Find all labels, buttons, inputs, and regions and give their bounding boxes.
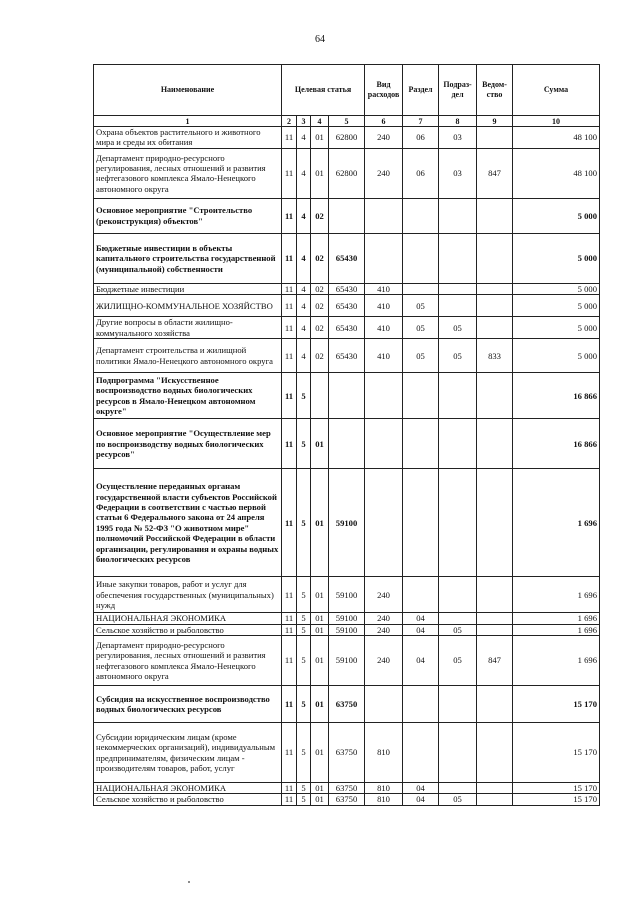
row-name: Департамент строительства и жилищной политики Ямало-Ненецкого автономного округа (94, 339, 282, 373)
table-row (94, 233, 600, 283)
row-name: Иные закупки товаров, работ и услуг для обеспечения государственных (муниципальных) нужд (94, 577, 282, 613)
department (477, 613, 513, 624)
table-row (94, 127, 600, 149)
target-program: 11 (282, 148, 297, 198)
section (403, 233, 439, 283)
table-row (94, 624, 600, 635)
table-row (94, 317, 600, 339)
target-program: 11 (282, 794, 297, 805)
target-program: 11 (282, 317, 297, 339)
section (403, 723, 439, 783)
target-program: 11 (282, 577, 297, 613)
target-subprogram: 5 (297, 577, 311, 613)
section (403, 577, 439, 613)
row-sum: 1 696 (513, 577, 600, 613)
department (477, 794, 513, 805)
target-subprogram: 5 (297, 783, 311, 794)
table-row (94, 419, 600, 469)
subsection (439, 613, 477, 624)
row-sum: 16 866 (513, 373, 600, 419)
target-direction: 63750 (329, 794, 365, 805)
header-sum: Сумма (513, 65, 600, 116)
target-activity: 01 (311, 723, 329, 783)
table-row (94, 783, 600, 794)
table-row (94, 636, 600, 686)
target-direction: 62800 (329, 127, 365, 149)
target-program: 11 (282, 686, 297, 723)
column-number: 9 (477, 116, 513, 127)
row-name: НАЦИОНАЛЬНАЯ ЭКОНОМИКА (94, 783, 282, 794)
department (477, 783, 513, 794)
row-name: НАЦИОНАЛЬНАЯ ЭКОНОМИКА (94, 613, 282, 624)
department (477, 723, 513, 783)
target-direction: 59100 (329, 577, 365, 613)
department (477, 469, 513, 577)
header-subsection: Подраз-дел (439, 65, 477, 116)
target-activity: 02 (311, 295, 329, 317)
row-name: Субсидии юридическим лицам (кроме некоммерческих организаций), индивидуальным предпринимателям, физическим лицам - производителям товаров, работ, услуг (94, 723, 282, 783)
subsection (439, 295, 477, 317)
target-activity: 02 (311, 283, 329, 294)
row-sum: 1 696 (513, 636, 600, 686)
expense-type (365, 198, 403, 233)
row-sum: 16 866 (513, 419, 600, 469)
expense-type: 240 (365, 577, 403, 613)
row-sum: 1 696 (513, 469, 600, 577)
department (477, 373, 513, 419)
subsection (439, 577, 477, 613)
department: 847 (477, 148, 513, 198)
row-sum: 5 000 (513, 339, 600, 373)
department (477, 198, 513, 233)
header-row (94, 65, 600, 116)
target-subprogram: 4 (297, 339, 311, 373)
row-name: Осуществление переданных органам государственной власти субъектов Российской Федерации в соответствии с частью первой статьи 6 Федерального закона от 24 апреля 1995 года № 52-ФЗ "О животном мире" полномочий Российской Федерации в области организации, регулирования и охраны водных биологических ресурсов (94, 469, 282, 577)
target-direction: 59100 (329, 469, 365, 577)
target-direction: 65430 (329, 317, 365, 339)
expense-type (365, 419, 403, 469)
target-program: 11 (282, 624, 297, 635)
target-program: 11 (282, 613, 297, 624)
scan-speck (188, 881, 190, 883)
target-activity: 01 (311, 469, 329, 577)
expense-type: 240 (365, 613, 403, 624)
section (403, 469, 439, 577)
expense-type: 240 (365, 624, 403, 635)
target-activity: 02 (311, 198, 329, 233)
header-target: Целевая статья (282, 65, 365, 116)
target-activity: 01 (311, 794, 329, 805)
header-department: Ведом-ство (477, 65, 513, 116)
row-name: Охрана объектов растительного и животного мира и среды их обитания (94, 127, 282, 149)
row-name: Бюджетные инвестиции (94, 283, 282, 294)
row-name: Подпрограмма "Искусственное воспроизводство водных биологических ресурсов в Ямало-Ненецком автономном округе" (94, 373, 282, 419)
subsection: 03 (439, 148, 477, 198)
column-number: 7 (403, 116, 439, 127)
subsection: 05 (439, 636, 477, 686)
expense-type: 810 (365, 723, 403, 783)
target-subprogram: 5 (297, 419, 311, 469)
section: 06 (403, 148, 439, 198)
expense-type: 410 (365, 295, 403, 317)
subsection (439, 783, 477, 794)
target-program: 11 (282, 419, 297, 469)
column-number: 8 (439, 116, 477, 127)
target-subprogram: 5 (297, 624, 311, 635)
section (403, 198, 439, 233)
target-activity: 01 (311, 783, 329, 794)
section: 04 (403, 783, 439, 794)
target-subprogram: 5 (297, 373, 311, 419)
target-program: 11 (282, 636, 297, 686)
subsection (439, 686, 477, 723)
expense-type: 810 (365, 794, 403, 805)
subsection: 05 (439, 624, 477, 635)
department (477, 624, 513, 635)
target-activity: 02 (311, 317, 329, 339)
target-direction: 63750 (329, 686, 365, 723)
section (403, 283, 439, 294)
budget-table (93, 64, 600, 806)
target-program: 11 (282, 295, 297, 317)
target-direction: 65430 (329, 233, 365, 283)
column-number: 1 (94, 116, 282, 127)
row-sum: 1 696 (513, 613, 600, 624)
target-direction (329, 373, 365, 419)
row-name: Департамент природно-ресурсного регулирования, лесных отношений и развития нефтегазового комплекса Ямало-Ненецкого автономного округа (94, 636, 282, 686)
row-sum: 1 696 (513, 624, 600, 635)
section: 04 (403, 794, 439, 805)
target-direction: 65430 (329, 295, 365, 317)
section: 05 (403, 339, 439, 373)
table-row (94, 794, 600, 805)
table-row (94, 686, 600, 723)
section: 04 (403, 636, 439, 686)
section: 06 (403, 127, 439, 149)
row-sum: 5 000 (513, 295, 600, 317)
target-direction: 63750 (329, 723, 365, 783)
expense-type: 410 (365, 283, 403, 294)
table-row (94, 148, 600, 198)
row-sum: 5 000 (513, 198, 600, 233)
target-activity: 01 (311, 419, 329, 469)
column-number: 3 (297, 116, 311, 127)
column-number: 6 (365, 116, 403, 127)
section: 04 (403, 624, 439, 635)
target-subprogram: 5 (297, 794, 311, 805)
header-name: Наименование (94, 65, 282, 116)
row-sum: 5 000 (513, 233, 600, 283)
expense-type: 240 (365, 148, 403, 198)
department (477, 577, 513, 613)
department (477, 686, 513, 723)
department (477, 127, 513, 149)
row-sum: 5 000 (513, 317, 600, 339)
header-expense-type: Вид расходов (365, 65, 403, 116)
subsection: 05 (439, 317, 477, 339)
row-name: Бюджетные инвестиции в объекты капитального строительства государственной (муниципальной) собственности (94, 233, 282, 283)
target-subprogram: 4 (297, 198, 311, 233)
target-subprogram: 5 (297, 469, 311, 577)
subsection (439, 723, 477, 783)
target-direction: 59100 (329, 613, 365, 624)
expense-type: 410 (365, 339, 403, 373)
target-subprogram: 5 (297, 723, 311, 783)
target-direction: 63750 (329, 783, 365, 794)
row-sum: 48 100 (513, 127, 600, 149)
target-activity: 01 (311, 686, 329, 723)
target-activity (311, 373, 329, 419)
section: 04 (403, 613, 439, 624)
row-name: Основное мероприятие "Строительство (реконструкция) объектов" (94, 198, 282, 233)
target-subprogram: 5 (297, 613, 311, 624)
expense-type (365, 686, 403, 723)
target-subprogram: 5 (297, 686, 311, 723)
department (477, 295, 513, 317)
target-direction: 59100 (329, 636, 365, 686)
row-name: Субсидия на искусственное воспроизводство водных биологических ресурсов (94, 686, 282, 723)
table-row (94, 339, 600, 373)
target-activity: 01 (311, 148, 329, 198)
row-name: Другие вопросы в области жилищно-коммунального хозяйства (94, 317, 282, 339)
target-program: 11 (282, 127, 297, 149)
table-row (94, 295, 600, 317)
section: 05 (403, 295, 439, 317)
target-program: 11 (282, 469, 297, 577)
table-row (94, 373, 600, 419)
table-body (94, 127, 600, 806)
target-direction: 59100 (329, 624, 365, 635)
target-program: 11 (282, 339, 297, 373)
row-sum: 15 170 (513, 783, 600, 794)
row-sum: 15 170 (513, 723, 600, 783)
target-program: 11 (282, 723, 297, 783)
target-program: 11 (282, 283, 297, 294)
target-subprogram: 4 (297, 148, 311, 198)
row-name: Сельское хозяйство и рыболовство (94, 624, 282, 635)
department: 847 (477, 636, 513, 686)
target-subprogram: 4 (297, 317, 311, 339)
row-sum: 15 170 (513, 794, 600, 805)
target-subprogram: 5 (297, 636, 311, 686)
expense-type: 410 (365, 317, 403, 339)
target-activity: 01 (311, 577, 329, 613)
department (477, 317, 513, 339)
expense-type (365, 469, 403, 577)
section (403, 686, 439, 723)
department (477, 419, 513, 469)
expense-type (365, 373, 403, 419)
target-activity: 01 (311, 613, 329, 624)
subsection: 03 (439, 127, 477, 149)
row-sum: 48 100 (513, 148, 600, 198)
department (477, 283, 513, 294)
column-number-row (94, 116, 600, 127)
column-number: 5 (329, 116, 365, 127)
table-row (94, 723, 600, 783)
row-name: Сельское хозяйство и рыболовство (94, 794, 282, 805)
subsection (439, 469, 477, 577)
target-direction: 62800 (329, 148, 365, 198)
row-name: Департамент природно-ресурсного регулирования, лесных отношений и развития нефтегазового комплекса Ямало-Ненецкого автономного округа (94, 148, 282, 198)
subsection (439, 198, 477, 233)
section (403, 373, 439, 419)
column-number: 10 (513, 116, 600, 127)
target-activity: 02 (311, 339, 329, 373)
target-program: 11 (282, 373, 297, 419)
row-name: Основное мероприятие "Осуществление мер по воспроизводству водных биологических ресурсов" (94, 419, 282, 469)
target-subprogram: 4 (297, 283, 311, 294)
target-subprogram: 4 (297, 233, 311, 283)
table-row (94, 469, 600, 577)
department: 833 (477, 339, 513, 373)
column-number: 4 (311, 116, 329, 127)
row-sum: 15 170 (513, 686, 600, 723)
target-direction (329, 198, 365, 233)
target-direction: 65430 (329, 283, 365, 294)
target-subprogram: 4 (297, 127, 311, 149)
subsection: 05 (439, 794, 477, 805)
row-name: ЖИЛИЩНО-КОММУНАЛЬНОЕ ХОЗЯЙСТВО (94, 295, 282, 317)
table-row (94, 283, 600, 294)
row-sum: 5 000 (513, 283, 600, 294)
subsection: 05 (439, 339, 477, 373)
table-row (94, 613, 600, 624)
expense-type (365, 233, 403, 283)
section (403, 419, 439, 469)
subsection (439, 283, 477, 294)
target-direction: 65430 (329, 339, 365, 373)
subsection (439, 373, 477, 419)
column-number: 2 (282, 116, 297, 127)
target-subprogram: 4 (297, 295, 311, 317)
expense-type: 240 (365, 636, 403, 686)
target-direction (329, 419, 365, 469)
page-number: 64 (315, 34, 325, 45)
expense-type: 240 (365, 127, 403, 149)
table-row (94, 577, 600, 613)
target-program: 11 (282, 783, 297, 794)
target-activity: 01 (311, 636, 329, 686)
section: 05 (403, 317, 439, 339)
target-activity: 01 (311, 624, 329, 635)
table-row (94, 198, 600, 233)
header-section: Раздел (403, 65, 439, 116)
subsection (439, 233, 477, 283)
subsection (439, 419, 477, 469)
department (477, 233, 513, 283)
expense-type: 810 (365, 783, 403, 794)
target-activity: 01 (311, 127, 329, 149)
target-activity: 02 (311, 233, 329, 283)
target-program: 11 (282, 233, 297, 283)
target-program: 11 (282, 198, 297, 233)
